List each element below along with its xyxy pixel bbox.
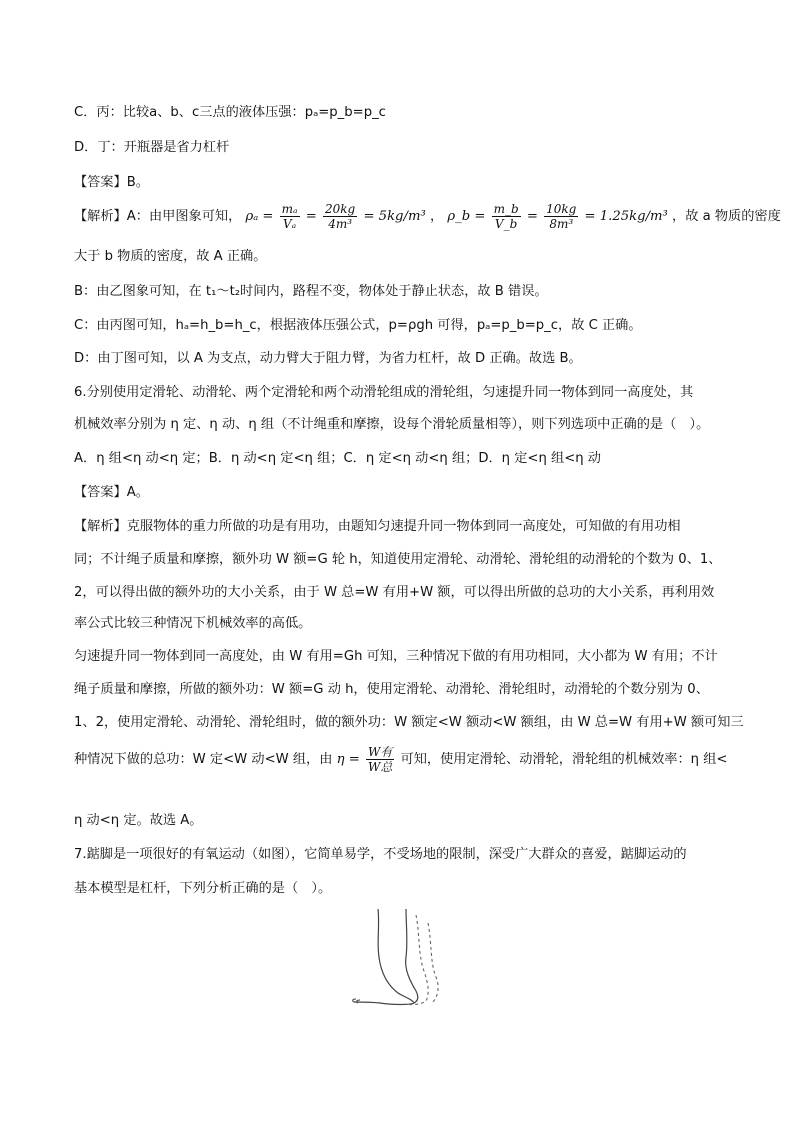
efficiency-eta: η = [336, 752, 360, 767]
question-7-line1: 7.踮脚是一项很好的有氧运动（如图），它简单易学，不受场地的限制，深受广大群众的喜爱，踮脚运动的 [74, 847, 687, 862]
density-b-lhs: ρ_b = [447, 209, 486, 224]
analysis-5-b: B：由乙图象可知，在 t₁～t₂时间内，路程不变，物体处于静止状态，故 B 错误。 [74, 284, 548, 299]
analysis-6-line5: 匀速提升同一物体到同一高度处，由 W 有用=Gh 可知，三种情况下做的有用功相同，大小都为 W 有用；不计 [74, 649, 718, 664]
analysis-5-d: D：由丁图可知，以 A 为支点，动力臂大于阻力臂，为省力杠杆，故 D 正确。故选 B。 [74, 351, 582, 366]
answer-6: 【答案】A。 [74, 485, 149, 500]
question-6-line2: 机械效率分别为 η 定、η 动、η 组（不计绳重和摩擦，设每个滑轮质量相等），则下列选项中正确的是（ ）。 [74, 417, 710, 432]
analysis-6-line8: 种情况下做的总功：W 定<W 动<W 组，由 η = $\frac{\text{W有}}{\text{W总}}$ 可知，使用定滑轮、动滑轮，滑轮组的机械效率：η 组< [74, 744, 728, 774]
question-7-line2: 基本模型是杠杆，下列分析正确的是（ ）。 [74, 881, 332, 896]
analysis-6-line9: η 动<η 定。故选 A。 [74, 813, 203, 828]
density-a-values: $\frac{20kg}{\text{4m³}}$ [325, 201, 356, 231]
option-d-text: D．丁：开瓶器是省力杠杆 [74, 140, 230, 155]
option-c-text: C．丙：比较a、b、c三点的液体压强：pₐ=p_b=p_c [74, 105, 386, 120]
analysis-6-line2: 同；不计绳子质量和摩擦，额外功 W 额=G 轮 h，知道使用定滑轮、动滑轮、滑轮组的动滑轮的个数为 0、1、 [74, 552, 722, 567]
density-b-values: $\frac{10kg}{\text{8m³}}$ [546, 201, 577, 231]
analysis-6-line1: 【解析】克服物体的重力所做的功是有用功，由题知匀速提升同一物体到同一高度处，可知做的有用功相 [74, 519, 681, 534]
tiptoe-foot-figure [340, 905, 450, 1010]
analysis-5-line1: 【解析】A：由甲图象可知， ρₐ = $\frac{\text{mₐ}}{\text{Vₐ}}$ = $\frac{20kg}{\text{4m³}}$ = 5kg/m³ ， ρ_b = $\frac{m\_b}{V\_b}$ = $\frac{10kg}{\text{8m³}}$ = 1.25kg/m³ ，故 a 物质的密度 [74, 201, 781, 231]
density-a-fraction: $\frac{\text{mₐ}}{\text{Vₐ}}$ [281, 201, 298, 231]
density-a-lhs: ρₐ = [245, 209, 274, 224]
answer-5: 【答案】B。 [74, 175, 149, 190]
analysis-6-line6: 绳子质量和摩擦，所做的额外功：W 额=G 动 h，使用定滑轮、动滑轮、滑轮组时，动滑轮的个数分别为 0、 [74, 682, 709, 697]
analysis-6-line4: 率公式比较三种情况下机械效率的高低。 [74, 616, 312, 631]
foot-illustration [340, 905, 450, 1010]
analysis-5-line2: 大于 b 物质的密度，故 A 正确。 [74, 249, 267, 264]
efficiency-fraction: $\frac{\text{W有}}{\text{W总}}$ [367, 744, 393, 774]
analysis-6-line3: 2，可以得出做的额外功的大小关系，由于 W 总=W 有用+W 额，可以得出所做的总功的大小关系，再利用效 [74, 585, 715, 600]
question-6-line1: 6.分别使用定滑轮、动滑轮、两个定滑轮和两个动滑轮组成的滑轮组，匀速提升同一物体到同一高度处，其 [74, 385, 694, 400]
analysis-5-c: C：由丙图可知，hₐ=h_b=h_c，根据液体压强公式，p=ρgh 可得，pₐ=p_b=p_c，故 C 正确。 [74, 318, 642, 333]
analysis-6-line7: 1、2，使用定滑轮、动滑轮、滑轮组时，做的额外功：W 额定<W 额动<W 额组，由 W 总=W 有用+W 额可知三 [74, 715, 744, 730]
density-b-fraction: $\frac{m\_b}{V\_b}$ [493, 201, 519, 231]
question-6-options: A．η 组<η 动<η 定；B．η 动<η 定<η 组；C．η 定<η 动<η 组；D．η 定<η 组<η 动 [74, 451, 601, 466]
